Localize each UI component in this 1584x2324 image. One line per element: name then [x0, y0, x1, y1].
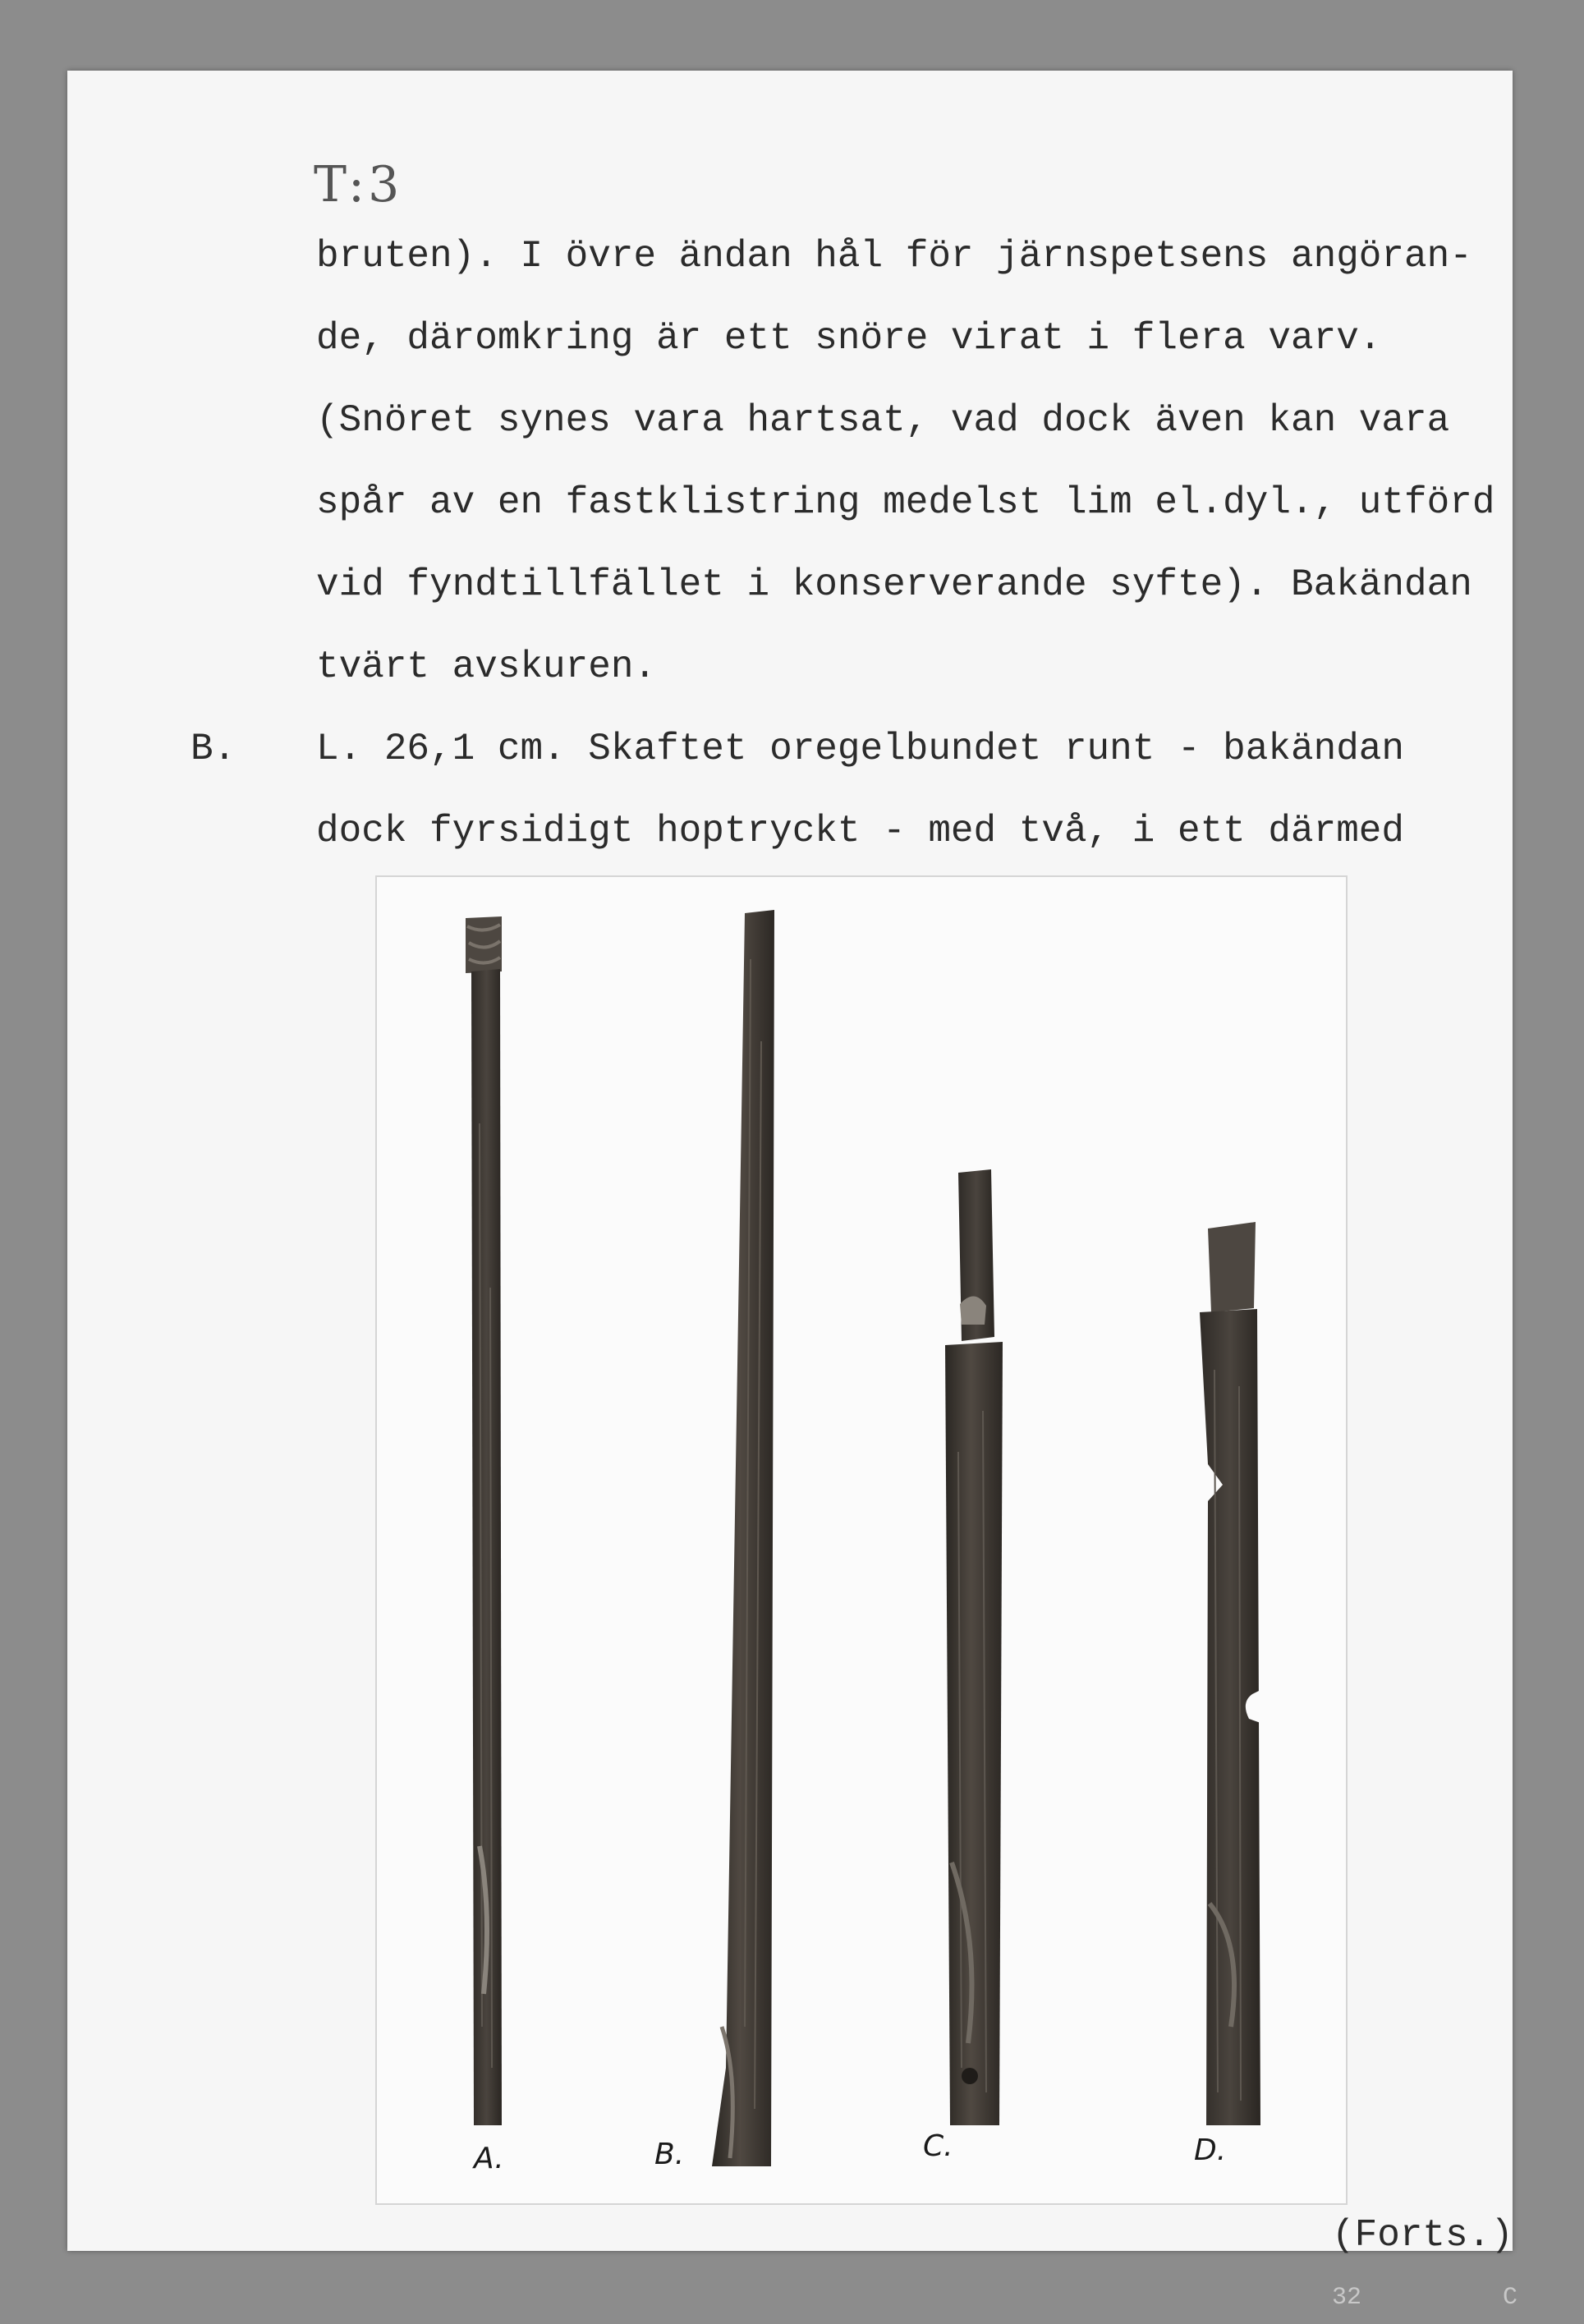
artifact-stick-c — [945, 1169, 1003, 2125]
label-d: D. — [1194, 2133, 1227, 2167]
page-letter: C — [1503, 2284, 1518, 2312]
section-b-line-1: L. 26,1 cm. Skaftet oregelbundet runt - bakändan — [316, 728, 1405, 770]
label-c: C. — [923, 2129, 953, 2163]
text-line-4: spår av en fastklistring medelst lim el.dyl., utförd — [316, 481, 1495, 524]
document-page — [67, 71, 1518, 2312]
section-b-line-2: dock fyrsidigt hoptryckt - med två, i ett därmed — [316, 810, 1405, 852]
label-b: B. — [654, 2138, 685, 2171]
artifact-stick-a — [466, 916, 502, 2125]
artifact-photograph — [375, 875, 1348, 2205]
text-line-3: (Snöret synes vara hartsat, vad dock även kan vara — [316, 399, 1450, 442]
continued-note: (Forts.) — [1332, 2214, 1513, 2257]
text-line-5: vid fyndtillfället i konserverande syfte). Bakändan — [316, 563, 1472, 606]
label-a: A. — [474, 2142, 504, 2175]
handwritten-reference: T:3 — [314, 156, 403, 214]
page-number: 32 — [1332, 2284, 1362, 2312]
text-line-6: tvärt avskuren. — [316, 645, 657, 688]
artifact-sticks-drawing — [377, 877, 1346, 2203]
text-line-2: de, däromkring är ett snöre virat i flera varv. — [316, 317, 1382, 360]
text-line-1: bruten). I övre ändan hål för järnspetsens angöran- — [316, 235, 1472, 278]
section-marker-b: B. — [191, 728, 236, 770]
artifact-stick-d — [1200, 1222, 1260, 2125]
artifact-stick-b — [712, 910, 774, 2166]
